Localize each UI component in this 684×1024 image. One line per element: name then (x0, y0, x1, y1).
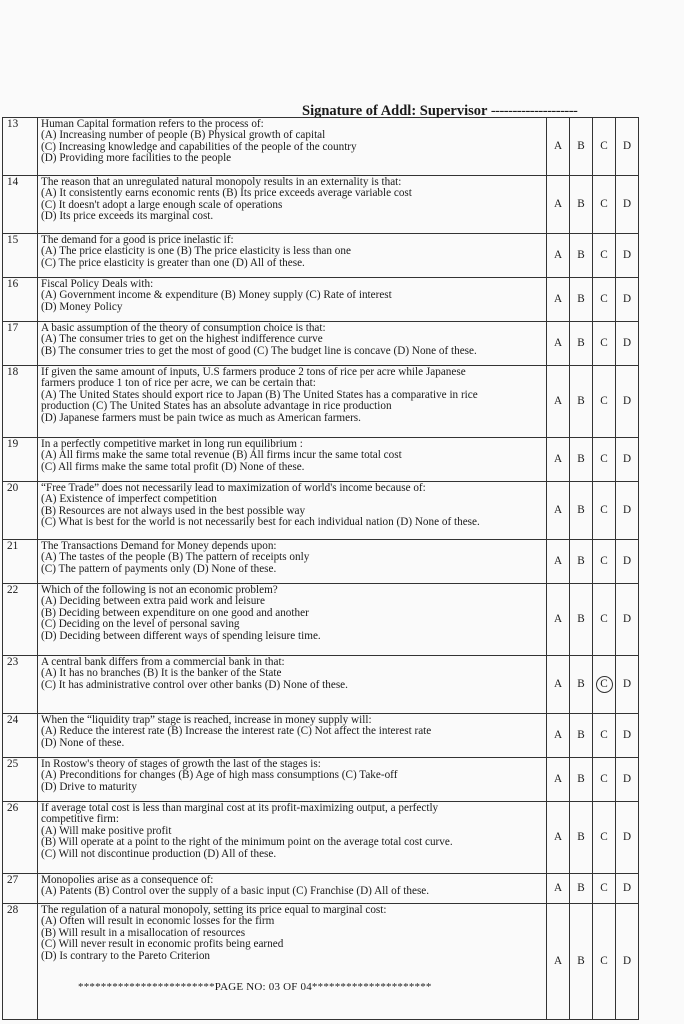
answer-option-letter: D (622, 394, 632, 407)
answer-option-b[interactable] (570, 482, 593, 540)
question-stem: Human Capital formation refers to the process of: (41, 119, 264, 130)
answer-option-c[interactable] (593, 584, 616, 656)
answer-option-c[interactable] (593, 234, 616, 278)
question-line: (D) Japanese farmers must be pain twice as much as American farmers. (41, 412, 361, 424)
question-line: (D) Money Policy (41, 301, 123, 313)
question-text (38, 874, 547, 904)
answer-option-b[interactable] (570, 904, 593, 1020)
question-text (38, 234, 547, 278)
answer-option-letter: B (577, 772, 585, 785)
question-stem: The reason that an unregulated natural monopoly results in an externality is that: (41, 177, 402, 188)
question-line: (C) The price elasticity is greater than one (D) All of these. (41, 257, 305, 269)
question-stem: In a perfectly competitive market in long run equilibrium : (41, 439, 303, 450)
question-row (3, 438, 639, 482)
answer-option-letter: A (553, 336, 563, 349)
answer-option-c[interactable] (593, 656, 616, 714)
question-number: 26 (3, 802, 38, 874)
question-number: 19 (3, 438, 38, 482)
question-row (3, 904, 639, 1020)
question-text (38, 802, 547, 874)
answer-option-a[interactable] (547, 802, 570, 874)
answer-option-a[interactable] (547, 904, 570, 1020)
question-row (3, 874, 639, 904)
answer-option-c[interactable] (593, 874, 616, 904)
question-stem: If average total cost is less than marginal cost at its profit-maximizing output, a perfectly (41, 803, 439, 814)
answer-option-letter: C (600, 503, 608, 516)
answer-option-letter: C (600, 197, 608, 210)
answer-option-a[interactable] (547, 656, 570, 714)
answer-option-c[interactable] (593, 904, 616, 1020)
question-number: 24 (3, 714, 38, 758)
question-stem: Monopolies arise as a consequence of: (41, 875, 214, 886)
question-row (3, 176, 639, 234)
question-stem: If given the same amount of inputs, U.S farmers produce 2 tons of rice per acre while Japanese (41, 367, 466, 378)
answer-option-letter: B (577, 954, 585, 967)
answer-option-d[interactable] (616, 758, 639, 802)
page-number-footer: ************************PAGE NO: 03 OF 04********************* (78, 981, 432, 993)
question-line: (B) Deciding between expenditure on one good and another (41, 607, 309, 619)
answer-option-a[interactable] (547, 714, 570, 758)
question-number: 13 (3, 118, 38, 176)
answer-option-b[interactable] (570, 322, 593, 366)
answer-option-letter: A (553, 197, 563, 210)
signature-label: Signature of Addl: Supervisor (302, 103, 488, 119)
answer-option-d[interactable] (616, 366, 639, 438)
answer-option-b[interactable] (570, 176, 593, 234)
question-row (3, 758, 639, 802)
question-line: (D) Is contrary to the Pareto Criterion (41, 950, 211, 962)
answer-option-d[interactable] (616, 322, 639, 366)
question-stem: The Transactions Demand for Money depends upon: (41, 541, 277, 552)
answer-option-b[interactable] (570, 758, 593, 802)
answer-option-letter: C (600, 612, 608, 625)
answer-option-a[interactable] (547, 874, 570, 904)
question-number: 14 (3, 176, 38, 234)
answer-option-letter: B (577, 197, 585, 210)
answer-option-d[interactable] (616, 118, 639, 176)
question-line: (C) It doesn't adopt a large enough scale of operations (41, 199, 283, 211)
question-line: (A) Increasing number of people (B) Physical growth of capital (41, 130, 326, 142)
answer-option-d[interactable] (616, 904, 639, 1020)
answer-option-a[interactable] (547, 278, 570, 322)
answer-option-letter: B (577, 677, 585, 690)
question-number: 15 (3, 234, 38, 278)
answer-option-d[interactable] (616, 656, 639, 714)
answer-option-letter: D (622, 881, 632, 894)
answer-option-b[interactable] (570, 234, 593, 278)
answer-option-selected-mark: C (596, 676, 613, 693)
question-number: 27 (3, 874, 38, 904)
answer-option-letter: C (600, 728, 608, 741)
answer-option-letter: D (622, 139, 632, 152)
answer-option-b[interactable] (570, 714, 593, 758)
question-line: (D) None of these. (41, 737, 125, 749)
answer-option-a[interactable] (547, 118, 570, 176)
answer-option-letter: B (577, 503, 585, 516)
answer-option-c[interactable] (593, 176, 616, 234)
question-line: competitive firm: (41, 814, 119, 826)
answer-option-letter: D (622, 452, 632, 465)
answer-option-letter: A (553, 677, 563, 690)
question-line: (C) Will never result in economic profits being earned (41, 939, 284, 951)
question-text (38, 278, 547, 322)
answer-option-letter: C (600, 394, 608, 407)
question-text (38, 714, 547, 758)
question-row (3, 656, 639, 714)
answer-option-letter: D (622, 554, 632, 567)
question-stem: Fiscal Policy Deals with: (41, 279, 154, 290)
question-line: (C) Deciding on the level of personal saving (41, 619, 240, 631)
answer-option-letter: D (622, 292, 632, 305)
answer-option-letter: C (600, 881, 608, 894)
signature-blank: -------------------- (490, 103, 578, 119)
question-line: (A) Will make positive profit (41, 825, 172, 837)
question-number: 18 (3, 366, 38, 438)
question-line: (A) Patents (B) Control over the supply of a basic input (C) Franchise (D) All of these. (41, 886, 430, 898)
answer-option-letter: D (622, 503, 632, 516)
question-number: 20 (3, 482, 38, 540)
answer-option-c[interactable] (593, 366, 616, 438)
question-row (3, 322, 639, 366)
question-stem: In Rostow's theory of stages of growth the last of the stages is: (41, 759, 321, 770)
answer-option-letter: C (600, 954, 608, 967)
answer-option-letter: A (553, 881, 563, 894)
question-text (38, 758, 547, 802)
answer-option-letter: D (622, 197, 632, 210)
question-number: 28 (3, 904, 38, 1020)
question-line: (A) All firms make the same total revenue (B) All firms incur the same total cost (41, 450, 402, 462)
answer-option-a[interactable] (547, 758, 570, 802)
answer-option-letter: B (577, 612, 585, 625)
answer-option-d[interactable] (616, 438, 639, 482)
answer-option-c[interactable] (593, 802, 616, 874)
answer-option-b[interactable] (570, 278, 593, 322)
question-stem: A basic assumption of the theory of consumption choice is that: (41, 323, 326, 334)
answer-option-d[interactable] (616, 482, 639, 540)
question-text (38, 584, 547, 656)
answer-option-letter: B (577, 292, 585, 305)
question-number: 25 (3, 758, 38, 802)
question-line: (C) Will not discontinue production (D) All of these. (41, 848, 277, 860)
answer-option-letter: D (622, 830, 632, 843)
answer-option-letter: C (600, 139, 608, 152)
answer-option-b[interactable] (570, 656, 593, 714)
answer-option-letter: A (553, 830, 563, 843)
question-line: (A) Government income & expenditure (B) Money supply (C) Rate of interest (41, 290, 392, 302)
question-row (3, 540, 639, 584)
question-line: (C) It has administrative control over other banks (D) None of these. (41, 679, 348, 691)
answer-option-letter: A (553, 772, 563, 785)
answer-option-a[interactable] (547, 438, 570, 482)
answer-option-letter: B (577, 336, 585, 349)
answer-option-letter: B (577, 139, 585, 152)
question-stem: Which of the following is not an economic problem? (41, 585, 278, 596)
answer-option-d[interactable] (616, 234, 639, 278)
question-line: (C) The pattern of payments only (D) None of these. (41, 563, 277, 575)
question-line: (D) Providing more facilities to the people (41, 153, 232, 165)
question-row (3, 234, 639, 278)
question-stem: When the “liquidity trap” stage is reached, increase in money supply will: (41, 715, 372, 726)
answer-option-letter: A (553, 394, 563, 407)
question-line: (A) Reduce the interest rate (B) Increase the interest rate (C) Not affect the interest rate (41, 726, 432, 738)
answer-option-c[interactable] (593, 322, 616, 366)
answer-option-d[interactable] (616, 802, 639, 874)
question-line: (A) Deciding between extra paid work and leisure (41, 596, 265, 608)
question-stem: The demand for a good is price inelastic if: (41, 235, 234, 246)
answer-option-letter: B (577, 881, 585, 894)
answer-option-c[interactable] (593, 482, 616, 540)
answer-option-letter: B (577, 830, 585, 843)
answer-option-letter: A (553, 139, 563, 152)
question-number: 17 (3, 322, 38, 366)
question-text (38, 540, 547, 584)
question-text (38, 176, 547, 234)
question-row (3, 584, 639, 656)
question-number: 16 (3, 278, 38, 322)
answer-option-letter: B (577, 728, 585, 741)
answer-option-b[interactable] (570, 366, 593, 438)
question-number: 23 (3, 656, 38, 714)
answer-option-letter: C (600, 292, 608, 305)
answer-option-letter: D (622, 612, 632, 625)
answer-option-a[interactable] (547, 176, 570, 234)
question-line: (A) It has no branches (B) It is the banker of the State (41, 668, 282, 680)
question-number: 22 (3, 584, 38, 656)
answer-option-letter: A (553, 728, 563, 741)
question-stem: “Free Trade” does not necessarily lead to maximization of world's income because of: (41, 483, 426, 494)
answer-option-c[interactable] (593, 118, 616, 176)
question-line: (D) Its price exceeds its marginal cost. (41, 211, 214, 223)
answer-option-a[interactable] (547, 482, 570, 540)
question-line: (A) The consumer tries to get on the highest indifference curve (41, 334, 323, 346)
answer-option-letter: A (553, 452, 563, 465)
answer-option-letter: D (622, 728, 632, 741)
answer-option-c[interactable] (593, 540, 616, 584)
answer-option-c[interactable] (593, 758, 616, 802)
question-text (38, 438, 547, 482)
answer-option-a[interactable] (547, 234, 570, 278)
question-line: farmers produce 1 ton of rice per acre, we can be certain that: (41, 378, 316, 390)
answer-option-d[interactable] (616, 278, 639, 322)
answer-option-letter: D (622, 772, 632, 785)
question-line: (D) Deciding between different ways of spending leisure time. (41, 630, 321, 642)
answer-option-letter: C (600, 830, 608, 843)
answer-option-letter: D (622, 954, 632, 967)
answer-option-d[interactable] (616, 874, 639, 904)
question-line: (A) The tastes of the people (B) The pattern of receipts only (41, 552, 310, 564)
question-line: (B) Resources are not always used in the best possible way (41, 505, 306, 517)
question-text (38, 482, 547, 540)
question-stem: A central bank differs from a commercial bank in that: (41, 657, 285, 668)
question-row (3, 366, 639, 438)
answer-option-b[interactable] (570, 540, 593, 584)
answer-option-a[interactable] (547, 540, 570, 584)
answer-option-d[interactable] (616, 176, 639, 234)
answer-option-letter: A (553, 554, 563, 567)
question-line: (A) The United States should export rice to Japan (B) The United States has a comparative in rice (41, 389, 478, 401)
answer-option-b[interactable] (570, 802, 593, 874)
answer-option-letter: A (553, 292, 563, 305)
question-text (38, 904, 547, 1020)
answer-option-b[interactable] (570, 118, 593, 176)
answer-option-c[interactable] (593, 438, 616, 482)
answer-option-letter: B (577, 554, 585, 567)
question-row (3, 118, 639, 176)
answer-option-d[interactable] (616, 584, 639, 656)
question-table (2, 117, 639, 1020)
question-line: (C) All firms make the same total profit (D) None of these. (41, 461, 305, 473)
question-table-body (3, 118, 639, 1020)
question-line: production (C) The United States has an absolute advantage in rice production (41, 401, 392, 413)
question-row (3, 714, 639, 758)
answer-option-letter: A (553, 954, 563, 967)
answer-option-b[interactable] (570, 584, 593, 656)
answer-option-letter: C (600, 452, 608, 465)
answer-option-letter: C (600, 554, 608, 567)
answer-option-a[interactable] (547, 322, 570, 366)
question-text (38, 118, 547, 176)
answer-option-letter: D (622, 677, 632, 690)
answer-option-letter: D (622, 248, 632, 261)
question-line: (D) Drive to maturity (41, 781, 138, 793)
answer-option-d[interactable] (616, 540, 639, 584)
answer-option-letter: A (553, 248, 563, 261)
answer-option-letter: D (622, 336, 632, 349)
question-line: (B) The consumer tries to get the most of good (C) The budget line is concave (D) None of these. (41, 345, 477, 357)
question-line: (A) The price elasticity is one (B) The price elasticity is less than one (41, 246, 351, 258)
answer-option-c[interactable] (593, 278, 616, 322)
question-line: (A) Often will result in economic losses for the firm (41, 916, 275, 928)
question-number: 21 (3, 540, 38, 584)
question-line: (C) What is best for the world is not necessarily best for each individual nation (D) None of these. (41, 517, 480, 529)
answer-option-letter: B (577, 394, 585, 407)
answer-option-d[interactable] (616, 714, 639, 758)
question-row (3, 278, 639, 322)
question-line: (A) Preconditions for changes (B) Age of high mass consumptions (C) Take-off (41, 770, 398, 782)
answer-option-letter: B (577, 248, 585, 261)
question-line: (A) It consistently earns economic rents (B) Its price exceeds average variable cost (41, 188, 412, 200)
answer-option-c[interactable] (593, 714, 616, 758)
question-line: (B) Will result in a misallocation of resources (41, 927, 246, 939)
question-row (3, 482, 639, 540)
question-stem: The regulation of a natural monopoly, setting its price equal to marginal cost: (41, 905, 387, 916)
question-row (3, 802, 639, 874)
answer-option-letter: C (600, 248, 608, 261)
question-line: (A) Existence of imperfect competition (41, 494, 217, 506)
answer-option-letter: B (577, 452, 585, 465)
answer-option-b[interactable] (570, 438, 593, 482)
answer-option-letter: A (553, 503, 563, 516)
answer-option-a[interactable] (547, 366, 570, 438)
answer-option-letter: C (600, 772, 608, 785)
answer-option-letter: C (600, 336, 608, 349)
question-line: (B) Will operate at a point to the right of the minimum point on the average total cost curve. (41, 837, 453, 849)
answer-option-letter: A (553, 612, 563, 625)
question-text (38, 322, 547, 366)
question-text (38, 656, 547, 714)
answer-option-b[interactable] (570, 874, 593, 904)
answer-option-a[interactable] (547, 584, 570, 656)
question-text (38, 366, 547, 438)
question-line: (C) Increasing knowledge and capabilities of the people of the country (41, 141, 357, 153)
